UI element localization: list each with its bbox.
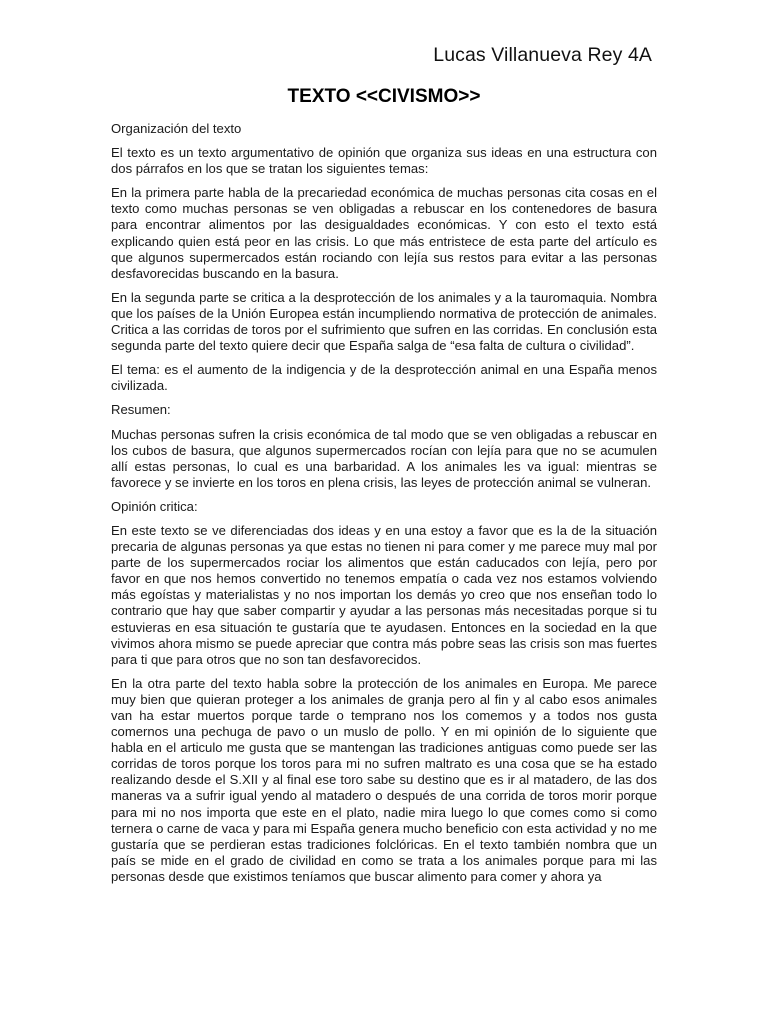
paragraph-tema: El tema: es el aumento de la indigencia y de la desprotección animal en una España menos civilizada.	[111, 362, 657, 394]
document-body	[111, 121, 657, 893]
paragraph-segunda-parte: En la segunda parte se critica a la desprotección de los animales y a la tauromaquia. Nombra que los países de la Unión Europea están incumpliendo normativa de protección de animales. Critica a las corridas de toros por el sufrimiento que sufren en las corridas. En conclusión esta segunda parte del texto quiere decir que España salga de “esa falta de cultura o civilidad”.	[111, 289, 657, 354]
section-heading-opinion: Opinión critica:	[111, 498, 198, 514]
paragraph-organizacion-intro: El texto es un texto argumentativo de opinión que organiza sus ideas en una estructura con dos párrafos en los que se tratan los siguientes temas:	[111, 145, 657, 177]
section-heading-organizacion: Organización del texto	[111, 121, 242, 136]
paragraph-opinion-2: En la otra parte del texto habla sobre la protección de los animales en Europa. Me parece muy bien que quieran proteger a los animales de granja pero al fin y al cabo esos animales van ha estar muertos porque tarde o temprano nos los comemos y a todos nos gusta comernos una pechuga de pavo o un muslo de pollo. Y en mi opinión de lo siguiente que habla en el articulo me gusta que se mantengan las tradiciones antiguas como puede ser las corridas de toros porque los toros para mi no sufren maltrato es una cosa que se ha estado realizando desde el S.XII y al final ese toro sabe su destino que es ir al matadero, de las dos maneras va a sufrir igual yendo al matadero o después de una corrida de toros morir porque para mi no nos importa que este en el plato, nadie mira luego lo que comes como si como ternera o carne de vaca y para mi España genera mucho beneficio con esta actividad y no me gustaría que se perdieran estas tradiciones folclóricas. En el texto también nombra que un país se mide en el grado de civilidad en como se trata a los animales porque para mi las personas desde que existimos teníamos que buscar alimento para comer y ahora ya	[111, 675, 657, 884]
paragraph-primera-parte: En la primera parte habla de la precariedad económica de muchas personas cita cosas en el texto como muchas personas se ven obligadas a rebuscar en los contenedores de basura para encontrar alimentos por las desigualdades económicas. Y con esto el texto está explicando quien está peor en las crisis. Lo que más entristece de esta parte del artículo es que algunos supermercados están rociando con lejía sus restos para evitar a las personas desfavorecidas buscando en la basura.	[111, 185, 657, 281]
document-title: TEXTO <<CIVISMO>>	[287, 86, 481, 107]
paragraph-opinion-1: En este texto se ve diferenciadas dos ideas y en una estoy a favor que es la de la situación precaria de algunas personas ya que estas no tienen ni para comer y me parece muy mal por parte de los supermercados rociar los alimentos que están caducados con lejía, pero por favor en que nos hemos convertido no tenemos empatía o cada vez nos estamos volviendo más egoístas y materialistas y no nos importan los demás yo creo que nos enseñan todo lo contrario que hay que saber compartir y ayudar a las personas más necesitadas porque si tu estuvieras en esa situación te gustaría que te ayudasen. Entonces en la sociedad en la que vivimos ahora mismo se puede apreciar que contra más pobre seas las crisis son mas fuertes para ti que para otros que no son tan desfavorecidos.	[111, 522, 657, 667]
section-heading-resumen: Resumen:	[111, 402, 171, 418]
paragraph-resumen: Muchas personas sufren la crisis económica de tal modo que se ven obligadas a rebuscar en los cubos de basura, que algunos supermercados rocían con lejía para que no se acumulen allí estas personas, lo cual es una barbaridad. A los animales les va igual: mientras se favorece y se invierte en los toros en plena crisis, las leyes de protección animal se vulneran.	[111, 426, 657, 490]
author-name: Lucas Villanueva Rey 4A	[433, 44, 652, 66]
